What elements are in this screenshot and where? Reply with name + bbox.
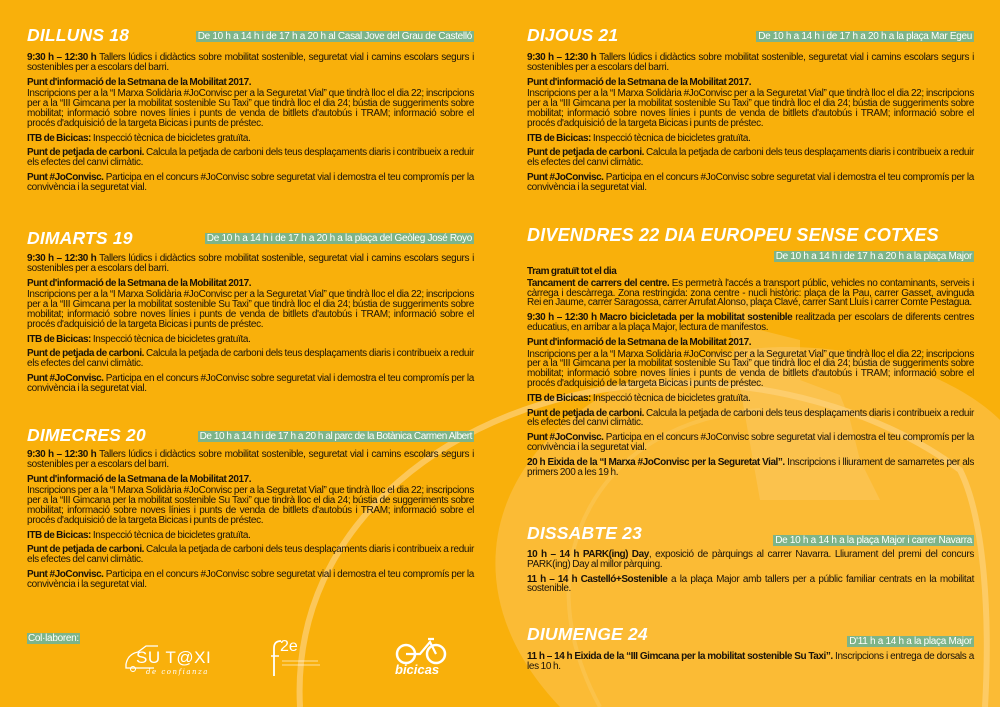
event-item-text: Calcula la petjada de carboni dels teus desplaçaments diaris i contribueix a reduir els efectes del canvi climàtic. (527, 147, 974, 169)
event-item-heading: Punt d'informació de la Setmana de la Mobilitat 2017. (27, 76, 252, 88)
event-item (27, 279, 474, 289)
event-item (527, 78, 974, 88)
event-item-heading: Punt de petjada de carboni. (527, 407, 644, 419)
event-item-text: Inscripcions i lliurament de samarretes per als primers 200 a les 19 h. (527, 456, 974, 478)
event-item (27, 545, 474, 565)
bicicas-logo (392, 636, 452, 680)
event-item (27, 570, 474, 590)
event-item-heading: 9:30 h – 12:30 h (27, 52, 97, 63)
event-item-heading: Punt d'informació de la Setmana de la Mobilitat 2017. (527, 336, 752, 348)
event-item (527, 89, 974, 128)
event-item-heading: 9:30 h – 12:30 h (27, 253, 97, 264)
event-item-heading: ITB de Bicicas: (27, 529, 91, 541)
event-item (527, 394, 974, 404)
bicicas-logo-text: bicicas (395, 662, 440, 677)
event-item (527, 134, 974, 144)
event-item-text: a la plaça Major amb tallers per a públic familiar centrats en la mobilitat sostenible. (527, 573, 974, 595)
event-item-heading: Punt d'informació de la Setmana de la Mobilitat 2017. (527, 76, 752, 88)
event-item-heading: ITB de Bicicas: (27, 333, 91, 345)
event-item-text: Inspecció tècnica de bicicletes gratuïta. (90, 333, 251, 345)
event-item-text: Participa en el concurs #JoConvisc sobre seguretat vial i demostra el teu compromís per la convivència i la seguretat vial. (27, 372, 474, 394)
event-item-text: Inspecció tècnica de bicicletes gratuïta. (90, 529, 251, 541)
event-item-text: Inscripcions i entrega de dorsals a les 10 h. (527, 651, 974, 672)
event-item (527, 575, 974, 595)
event-item-heading: ITB de Bicicas: (527, 132, 591, 144)
event-item-text: Tallers lúdics i didàctics sobre mobilitat sostenible, seguretat vial i camins escolars segurs i sostenibles per a escolars del barri. (27, 52, 474, 73)
day-title: DIUMENGE 24 (527, 624, 648, 644)
day-section-dissabte (527, 523, 974, 599)
day-title: DIMECRES 20 (27, 425, 146, 445)
event-item-heading: Punt de petjada de carboni. (27, 348, 144, 360)
event-item (527, 433, 974, 453)
day-section-dimarts (27, 228, 474, 399)
day-section-diumenge (527, 624, 974, 677)
event-item-text: Calcula la petjada de carboni dels teus desplaçaments diaris i contribueix a reduir els efectes del canvi climàtic. (27, 348, 474, 370)
event-item-text: Tallers lúdics i didàctics sobre mobilitat sostenible, seguretat vial i camins escolars segurs i sostenibles per a escolars del barri. (27, 253, 474, 274)
day-title: DIVENDRES 22 DIA EUROPEU SENSE COTXES (527, 225, 939, 245)
time-location-badge: De 10 h a 14 h i de 17 h a 20 h a la plaça Major (775, 251, 972, 262)
time-location-badge: De 10 h a 14 h a la plaça Major i carrer Navarra (775, 535, 972, 546)
event-item-text: Inscripcions per a la “I Marxa Solidària #JoConvisc per a la Seguretat Vial” que tindrà lloc el dia 22; inscripcions per a la “III Gimcana per la mobilitat sostenible Su Taxi” que tindrà lloc el dia 24; bústia de suggeriments sobre mobilitat; informació sobre noves línies i punts de venda de bitllets d'autobús i TRAM; informació sobre el procés d'adquisició de la targeta Bicicas i punts de préstec. (27, 88, 474, 129)
event-item-text: Participa en el concurs #JoConvisc sobre seguretat vial i demostra el teu compromís per la convivència i la seguretat vial. (527, 171, 974, 193)
event-item-heading: Punt d'informació de la Setmana de la Mobilitat 2017. (27, 277, 252, 289)
event-item-heading: ITB de Bicicas: (527, 392, 591, 404)
event-item (27, 78, 474, 88)
event-item (527, 550, 974, 570)
event-item-text: Inspecció tècnica de bicicletes gratuïta. (590, 392, 751, 404)
event-item-text: Calcula la petjada de carboni dels teus desplaçaments diaris i contribueix a reduir els efectes del canvi climàtic. (27, 544, 474, 566)
event-list (527, 652, 974, 672)
event-item-heading: Punt de petjada de carboni. (27, 147, 144, 159)
event-item (27, 450, 474, 470)
event-item-heading: 11 h – 14 h Castelló+Sostenible (527, 573, 668, 585)
event-list (27, 450, 474, 590)
event-item (27, 53, 474, 73)
event-item-heading: 9:30 h – 12:30 h (27, 449, 97, 460)
event-item-text: Inscripcions per a la “I Marxa Solidària #JoConvisc per a la Seguretat Vial” que tindrà lloc el dia 22; inscripcions per a la “III Gimcana per la mobilitat sostenible Su Taxi” que tindrà lloc el dia 24; bústia de suggeriments sobre mobilitat; informació sobre noves línies i punts de venda de bitllets d'autobús i TRAM; informació sobre el procés d'adquisició de la targeta Bicicas i punts de préstec. (527, 88, 974, 129)
event-item (27, 486, 474, 525)
event-item-heading: 10 h – 14 h PARK(ing) Day (527, 549, 649, 560)
day-section-dimecres (27, 425, 474, 595)
event-item (527, 409, 974, 429)
collaborators-label: Col·laboren: (28, 633, 79, 644)
event-item (527, 53, 974, 73)
event-item-heading: Punt d'informació de la Setmana de la Mobilitat 2017. (27, 473, 252, 485)
event-item (527, 267, 974, 277)
event-item (27, 475, 474, 485)
event-item-heading: Punt de petjada de carboni. (527, 147, 644, 159)
event-item-heading: Punt de petjada de carboni. (27, 544, 144, 556)
event-item (527, 338, 974, 348)
day-section-divendres (527, 225, 974, 482)
event-item-heading: 20 h Eixida de la “I Marxa #JoConvisc per la Seguretat Vial”. (527, 456, 785, 468)
event-item-text: Participa en el concurs #JoConvisc sobre seguretat vial i demostra el teu compromís per la convivència i la seguretat vial. (27, 568, 474, 590)
time-location-badge: De 10 h a 14 h i de 17 h a 20 h al Casal Jove del Grau de Castelló (197, 31, 472, 42)
day-section-dilluns (27, 25, 474, 198)
event-item-heading: Tram gratuït tot el dia (527, 266, 617, 277)
event-item (27, 173, 474, 193)
event-list (527, 267, 974, 477)
event-item-heading: Tancament de carrers del centre. (527, 277, 670, 289)
time-location-badge: De 10 h a 14 h i de 17 h a 20 h a la plaça del Geòleg José Royo (206, 233, 472, 244)
su-taxi-logo-text: SU T@XI (136, 648, 212, 667)
event-item-text: Inspecció tècnica de bicicletes gratuïta. (90, 132, 251, 144)
event-item-heading: 9:30 h – 12:30 h Macro bicicletada per la mobilitat sostenible (527, 312, 793, 324)
event-item-heading: Punt #JoConvisc. (527, 171, 604, 183)
event-item-text: Inscripcions per a la “I Marxa Solidària #JoConvisc per a la Seguretat Vial” que tindrà lloc el dia 22; inscripcions per a la “III Gimcana per la mobilitat sostenible Su Taxi” que tindrà lloc el dia 24; bústia de suggeriments sobre mobilitat; informació sobre noves línies i punts de venda de bitllets d'autobús i TRAM; informació sobre el procés d'adquisició de la targeta Bicicas i punts de préstec. (27, 289, 474, 330)
event-item-text: Calcula la petjada de carboni dels teus desplaçaments diaris i contribueix a reduir els efectes del canvi climàtic. (527, 407, 974, 429)
event-item (27, 335, 474, 345)
event-item (527, 173, 974, 193)
event-item (527, 350, 974, 389)
day-title: DILLUNS 18 (27, 25, 130, 45)
su-taxi-logo-tagline: de confianza (146, 668, 209, 676)
event-item-heading: 9:30 h – 12:30 h (527, 52, 597, 63)
time-location-badge: De 10 h a 14 h i de 17 h a 20 h a la plaça Mar Egeu (758, 31, 972, 42)
event-list (527, 53, 974, 193)
event-item (27, 290, 474, 329)
event-item-text: , exposició de pàrquings al carrer Navarra. Lliurament del premi del concurs PARK(ing) Day al millor pàrquing. (527, 549, 974, 570)
event-item-text: Participa en el concurs #JoConvisc sobre seguretat vial i demostra el teu compromís per la convivència i la seguretat vial. (527, 432, 974, 453)
event-item-text: Participa en el concurs #JoConvisc sobre seguretat vial i demostra el teu compromís per la convivència i la seguretat vial. (27, 171, 474, 193)
event-item (27, 134, 474, 144)
event-item-text: Tallers lúdics i didàctics sobre mobilitat sostenible, seguretat vial i camins escolars segurs i sostenibles per a escolars del barri. (27, 449, 474, 470)
event-item (27, 531, 474, 541)
day-title: DIMARTS 19 (27, 228, 133, 248)
su-taxi-logo (124, 640, 224, 680)
event-list (527, 550, 974, 594)
event-item-text: Tallers lúdics i didàctics sobre mobilitat sostenible, seguretat vial i camins escolars segurs i sostenibles per a escolars del barri. (527, 52, 974, 73)
event-item (27, 89, 474, 128)
f2e-logo-glyph: 2e (280, 638, 298, 655)
event-item-text: Calcula la petjada de carboni dels teus desplaçaments diaris i contribueix a reduir els efectes del canvi climàtic. (27, 147, 474, 169)
event-item-text: Inspecció tècnica de bicicletes gratuïta. (590, 132, 751, 144)
event-item-heading: Punt #JoConvisc. (27, 568, 104, 580)
event-item (527, 148, 974, 168)
event-item (527, 652, 974, 672)
event-item-text: Inscripcions per a la “I Marxa Solidària #JoConvisc per a la Seguretat Vial” que tindrà lloc el dia 22; inscripcions per a la “III Gimcana per la mobilitat sostenible Su Taxi” que tindrà lloc el dia 24; bústia de suggeriments sobre mobilitat; informació sobre noves línies i punts de venda de bitllets d'autobús i TRAM; informació sobre el procés d'adquisició de la targeta Bicicas i punts de préstec. (527, 348, 974, 389)
event-item-heading: Punt #JoConvisc. (527, 432, 604, 444)
day-title: DISSABTE 23 (527, 523, 643, 543)
event-item-text: realitzada per escolars de diferents centres educatius, en arribar a la plaça Major, lectura de manifestos. (527, 312, 974, 333)
day-title: DIJOUS 21 (527, 25, 619, 45)
event-list (27, 254, 474, 394)
event-item (527, 313, 974, 333)
time-location-badge: D'11 h a 14 h a la plaça Major (849, 636, 972, 647)
f2e-logo (270, 638, 340, 678)
event-item (527, 458, 974, 478)
event-item-heading: ITB de Bicicas: (27, 132, 91, 144)
event-item (27, 349, 474, 369)
event-item-text: Inscripcions per a la “I Marxa Solidària #JoConvisc per a la Seguretat Vial” que tindrà lloc el dia 22; inscripcions per a la “III Gimcana per la mobilitat sostenible Su Taxi” que tindrà lloc el dia 24; bústia de suggeriments sobre mobilitat; informació sobre noves línies i punts de venda de bitllets d'autobús i TRAM; informació sobre el procés d'adquisició de la targeta Bicicas i punts de préstec. (27, 485, 474, 526)
event-list (27, 53, 474, 193)
event-item-heading: Punt #JoConvisc. (27, 372, 104, 384)
day-section-dijous (527, 25, 974, 198)
event-item (27, 254, 474, 274)
event-item-heading: Punt #JoConvisc. (27, 171, 104, 183)
event-item (27, 374, 474, 394)
event-item (27, 148, 474, 168)
event-item (527, 279, 974, 308)
time-location-badge: De 10 h a 14 h i de 17 h a 20 h al parc de la Botànica Carmen Albert (199, 431, 472, 442)
event-item-heading: 11 h – 14 h Eixida de la “III Gimcana per la mobilitat sostenible Su Taxi”. (527, 651, 833, 662)
event-item-text: Es permetrà l'accés a transport públic, vehicles no contaminants, serveis i càrrega i descàrrega. Zona restringida: zona centre - nucli històric: plaça de la Pau, carrer Gasset, avinguda Rei en Jaume, carrer Saragossa, carrer Arrufat Alonso, plaça Clavé, carrer Sant Lluís i carrer Comte Pestagua. (527, 277, 974, 309)
